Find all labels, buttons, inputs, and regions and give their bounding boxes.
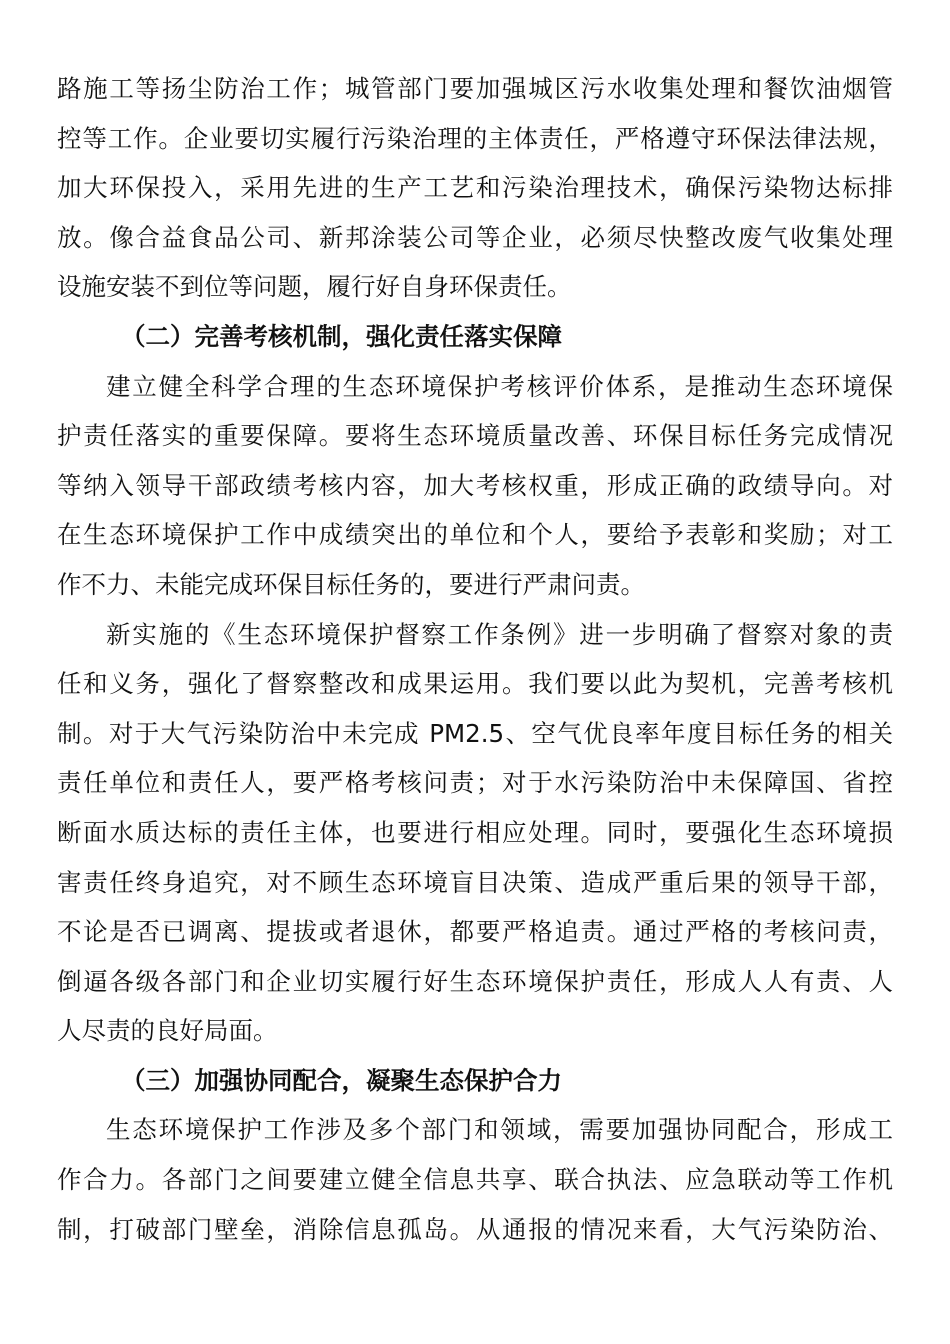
text-line: 倒逼各级各部门和企业切实履行好生态环境保护责任，形成人人有责、人: [57, 966, 893, 996]
text-line: 任和义务，强化了督察整改和成果运用。我们要以此为契机，完善考核机: [57, 669, 893, 699]
paragraph-inspection-regulation: [57, 610, 893, 1056]
text-line: 加大环保投入，采用先进的生产工艺和污染治理技术，确保污染物达标排: [57, 173, 893, 203]
text-line: 设施安装不到位等问题，履行好自身环保责任。: [57, 272, 572, 302]
section-heading-2: （二）完善考核机制，强化责任落实保障: [121, 321, 562, 351]
text-line: 不论是否已调离、提拔或者退休，都要严格追责。通过严格的考核问责，: [57, 917, 893, 947]
text-line: 害责任终身追究，对不顾生态环境盲目决策、造成严重后果的领导干部，: [57, 867, 893, 897]
text-line: 制，打破部门壁垒，消除信息孤岛。从通报的情况来看，大气污染防治、: [57, 1214, 893, 1244]
paragraph-assessment: [57, 362, 893, 610]
paragraph-continuation: [57, 64, 893, 312]
text-line: 人尽责的良好局面。: [57, 1016, 278, 1046]
document-page: [57, 64, 893, 1254]
text-line: 责任单位和责任人，要严格考核问责；对于水污染防治中未保障国、省控: [57, 768, 893, 798]
text-line: 控等工作。企业要切实履行污染治理的主体责任，严格遵守环保法律法规，: [57, 123, 893, 153]
text-line: 等纳入领导干部政绩考核内容，加大考核权重，形成正确的政绩导向。对: [57, 470, 893, 500]
text-line: 护责任落实的重要保障。要将生态环境质量改善、环保目标任务完成情况: [57, 421, 893, 451]
text-line: 放。像合益食品公司、新邦涂装公司等企业，必须尽快整改废气收集处理: [57, 222, 893, 252]
text-line: 作合力。各部门之间要建立健全信息共享、联合执法、应急联动等工作机: [57, 1165, 893, 1195]
text-line: 制。对于大气污染防治中未完成 PM2.5、空气优良率年度目标任务的相关: [57, 718, 893, 748]
paragraph-coordination: [57, 1105, 893, 1254]
text-line: 建立健全科学合理的生态环境保护考核评价体系，是推动生态环境保: [106, 371, 893, 401]
section-heading-3: （三）加强协同配合，凝聚生态保护合力: [121, 1065, 562, 1095]
text-line: 新实施的《生态环境保护督察工作条例》进一步明确了督察对象的责: [106, 619, 893, 649]
text-line: 在生态环境保护工作中成绩突出的单位和个人，要给予表彰和奖励；对工: [57, 520, 893, 550]
text-line: 生态环境保护工作涉及多个部门和领域，需要加强协同配合，形成工: [106, 1115, 893, 1145]
text-line: 路施工等扬尘防治工作；城管部门要加强城区污水收集处理和餐饮油烟管: [57, 74, 893, 103]
text-line: 作不力、未能完成环保目标任务的，要进行严肃问责。: [57, 569, 645, 599]
text-line: 断面水质达标的责任主体，也要进行相应处理。同时，要强化生态环境损: [57, 817, 893, 847]
